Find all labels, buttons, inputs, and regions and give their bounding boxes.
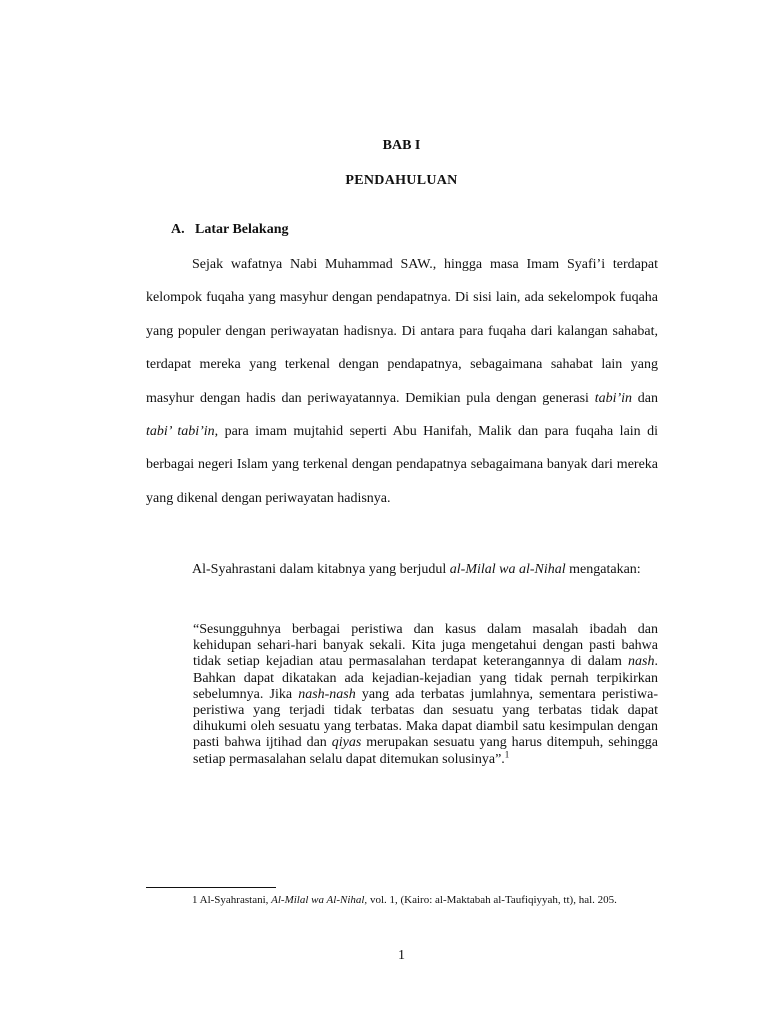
paragraph-2-text-b: mengatakan: bbox=[565, 562, 641, 577]
chapter-label: BAB I bbox=[382, 138, 421, 153]
term-qiyas: qiyas bbox=[331, 735, 362, 751]
term-tabiin: tabi’in bbox=[594, 390, 633, 406]
quote-text-b: . Bahkan dapat dikatakan ada kejadian-kejadian yang tidak pernah terpikirkan sebelumnya. Jika bbox=[193, 654, 658, 702]
footnote-ref[interactable]: 1 bbox=[504, 748, 510, 759]
section-heading bbox=[171, 222, 288, 238]
footnote-text-a: Al-Syahrastani, bbox=[197, 894, 272, 906]
page-number: 1 bbox=[398, 948, 405, 963]
section-title: Latar Belakang bbox=[195, 222, 289, 237]
section-number: A. bbox=[171, 222, 185, 237]
term-nash-nash: nash-nash bbox=[298, 686, 356, 702]
paragraph-1-text-c: , para imam mujtahid seperti Abu Hanifah, Malik dan para fuqaha lain di berbagai negeri Islam yang terkenal dengan pendapatnya sebagaimana banyak dari mereka yang dikenal dengan periwayatan hadisnya. bbox=[146, 424, 658, 506]
paragraph-2 bbox=[146, 553, 658, 586]
footnote-book-title: Al-Milal wa Al-Nihal, bbox=[271, 894, 368, 906]
paragraph-1-text-a: Sejak wafatnya Nabi Muhammad SAW., hingga masa Imam Syafi’i terdapat kelompok fuqaha yang masyhur dengan pendapatnya. Di sisi lain, ada sekelompok fuqaha yang populer dengan periwayatan hadisnya. Di antara para fuqaha dari kalangan sahabat, terdapat mereka yang terkenal dengan pendapatnya, sebagaimana sahabat lain yang masyhur dengan hadis dan periwayatannya. Demikian pula dengan generasi bbox=[146, 257, 658, 406]
quote-text-d: merupakan sesuatu yang harus ditempuh, sehingga setiap permasalahan selalu dapat ditemukan solusinya”. bbox=[193, 735, 658, 767]
paragraph-1-text-b: dan bbox=[632, 390, 658, 406]
footnote-text-b: vol. 1, (Kairo: al-Maktabah al-Taufiqiyyah, tt), hal. 205. bbox=[367, 894, 617, 906]
term-tabi-tabiin: tabi’ tabi’in bbox=[146, 424, 215, 440]
paragraph-2-text-a: Al-Syahrastani dalam kitabnya yang berjudul bbox=[192, 562, 450, 577]
term-nash: nash bbox=[628, 654, 655, 670]
block-quote bbox=[193, 622, 658, 768]
paragraph-1 bbox=[146, 248, 658, 515]
chapter-title: PENDAHULUAN bbox=[345, 173, 458, 188]
footnote-divider bbox=[146, 887, 276, 888]
footnote bbox=[146, 892, 658, 908]
footnote-number: 1 bbox=[192, 894, 198, 906]
quote-text-c: yang ada terbatas jumlahnya, sementara peristiwa-peristiwa yang terjadi tidak terbatas dan sesuatu yang terbatas tidak dapat dihukumi oleh sesuatu yang terbatas. Maka dapat diambil satu kesimpulan dengan pasti bahwa ijtihad dan bbox=[193, 686, 659, 751]
book-title: al-Milal wa al-Nihal bbox=[449, 562, 566, 577]
quote-text-a: “Sesungguhnya berbagai peristiwa dan kasus dalam masalah ibadah dan kehidupan sehari-hari banyak sekali. Kita juga mengetahui dengan pasti bahwa tidak setiap kejadian atau permasalahan terdapat keterangannya di dalam bbox=[193, 622, 658, 670]
